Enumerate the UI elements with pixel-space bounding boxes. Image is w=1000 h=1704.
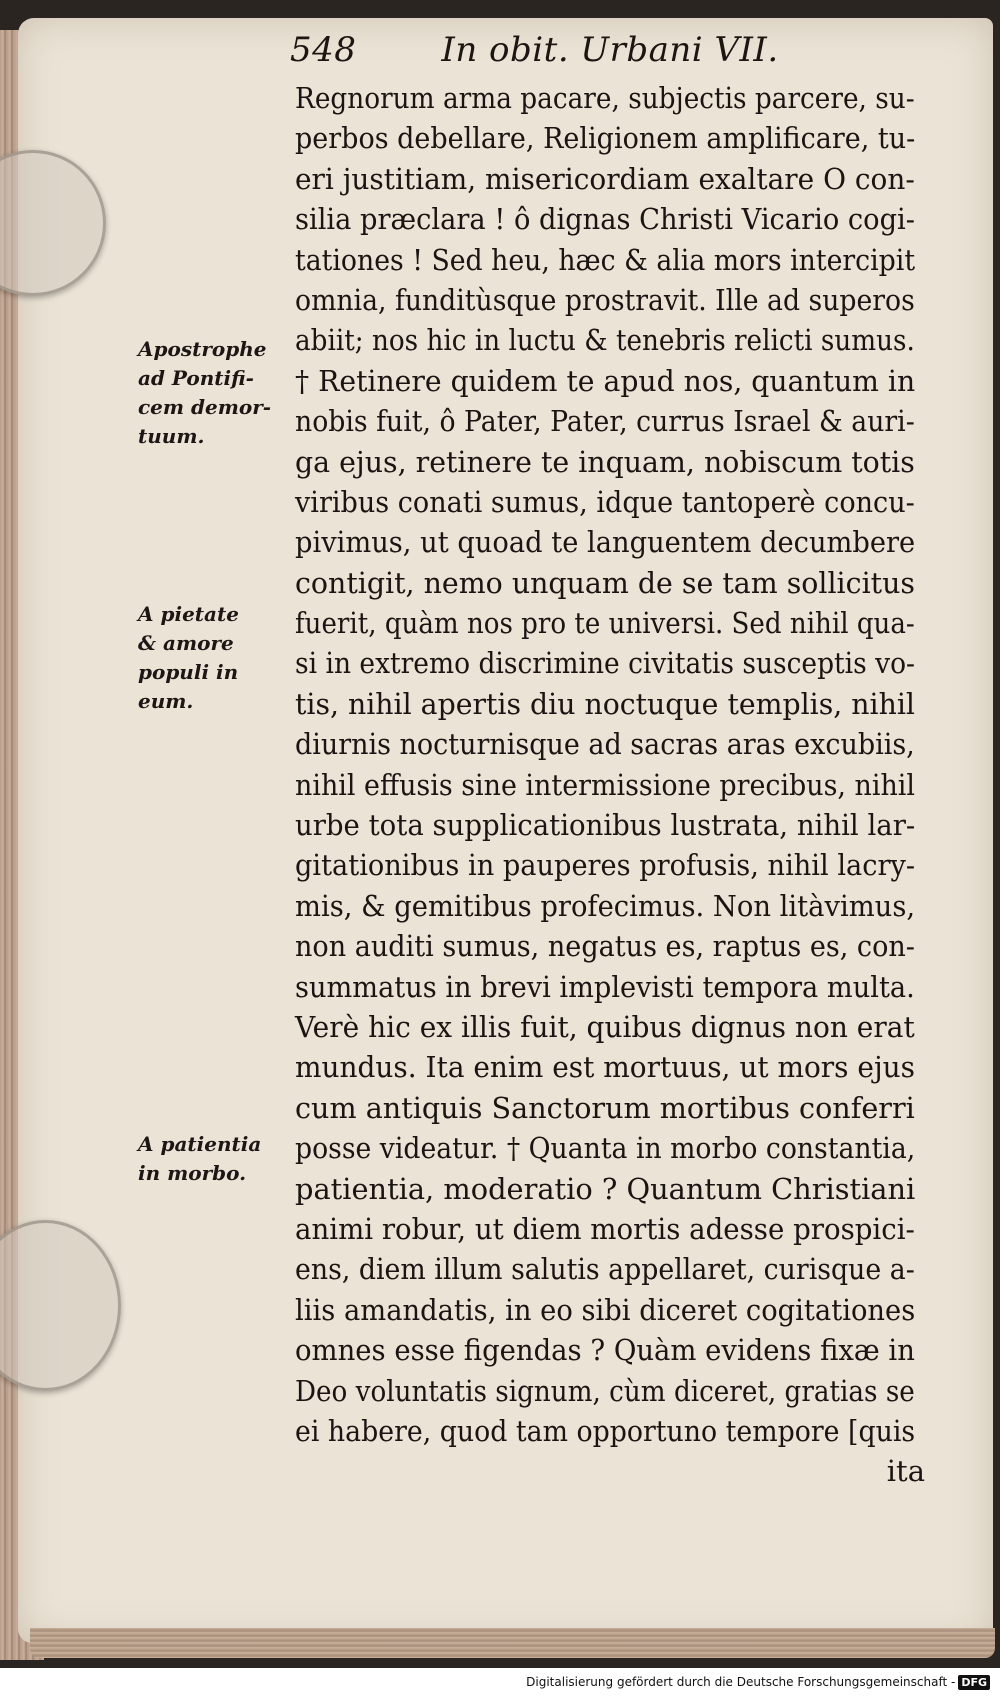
margin-note-line: Apostrophe	[138, 337, 267, 361]
text-line: patientia, moderatio ? Quantum Christiani	[295, 1171, 916, 1206]
text-line: posse videatur. † Quanta in morbo constantia,	[295, 1131, 916, 1166]
footer-text: Digitalisierung gefördert durch die Deutsche Forschungsgemeinschaft -	[526, 1675, 956, 1689]
text-line: mis, & gemitibus profecimus. Non litàvimus,	[295, 888, 916, 923]
text-line: mundus. Ita enim est mortuus, ut mors ejus	[295, 1050, 915, 1085]
margin-note-line: in morbo.	[138, 1161, 247, 1185]
text-line: nihil effusis sine intermissione precibus, nihil	[295, 767, 916, 802]
footer	[0, 1675, 990, 1690]
margin-note-line: ad Pontifi-	[138, 366, 254, 390]
margin-note-line: populi in	[138, 660, 239, 684]
text-line: pivimus, ut quoad te languentem decumbere	[295, 525, 916, 560]
page-number: 548	[290, 30, 357, 70]
text-line: si in extremo discrimine civitatis susceptis vo-	[295, 646, 916, 681]
text-line: ens, diem illum salutis appellaret, curisque a-	[295, 1252, 915, 1287]
text-line: urbe tota supplicationibus lustrata, nihil lar-	[295, 808, 916, 843]
margin-note-line: A pietate	[138, 602, 239, 626]
text-line: contigit, nemo unquam de se tam sollicitus	[295, 565, 915, 600]
text-line: summatus in brevi implevisti tempora multa.	[295, 969, 915, 1004]
margin-note-line: A patientia	[138, 1132, 262, 1156]
text-line: diurnis nocturnisque ad sacras aras excubiis,	[295, 727, 915, 762]
running-head	[290, 30, 779, 70]
margin-note-line: tuum.	[138, 424, 205, 448]
running-title: In obit. Urbani VII.	[441, 30, 779, 70]
text-line: omnes esse figendas ? Quàm evidens fixæ in	[295, 1333, 915, 1368]
catchword: ita	[886, 1454, 925, 1489]
margin-note-line: & amore	[138, 631, 234, 655]
text-line: † Retinere quidem te apud nos, quantum in	[295, 363, 916, 398]
text-line: abiit; nos hic in luctu & tenebris relicti sumus.	[295, 323, 915, 358]
dfg-logo: DFG	[958, 1675, 990, 1690]
body-text	[295, 78, 935, 1492]
text-line: non auditi sumus, negatus es, raptus es, con-	[295, 929, 915, 964]
text-line: ga ejus, retinere te inquam, nobiscum totis	[295, 444, 915, 479]
margin-note-pietate	[138, 600, 239, 716]
margin-note-line: eum.	[138, 689, 194, 713]
text-line: Regnorum arma pacare, subjectis parcere, su-	[295, 81, 915, 115]
text-line: gitationibus in pauperes profusis, nihil lacry-	[295, 848, 916, 883]
text-line: perbos debellare, Religionem amplificare, tu-	[295, 121, 916, 156]
text-line: eri justitiam, misericordiam exaltare O con-	[295, 161, 915, 196]
text-line: nobis fuit, ô Pater, Pater, currus Israel & auri-	[295, 404, 915, 439]
text-line: tationes ! Sed heu, hæc & alia mors intercipit	[295, 242, 916, 277]
text-line: Deo voluntatis signum, cùm diceret, gratias se	[295, 1373, 915, 1408]
margin-note-patientia	[138, 1130, 261, 1188]
text-line: ei habere, quod tam opportuno tempore [quis	[295, 1413, 916, 1448]
text-line: omnia, funditùsque prostravit. Ille ad superos	[295, 282, 915, 317]
text-line: Verè hic ex illis fuit, quibus dignus non erat	[295, 1009, 915, 1044]
text-line: tis, nihil apertis diu noctuque templis, nihil	[295, 686, 915, 721]
text-line: animi robur, ut diem mortis adesse prospici-	[295, 1211, 915, 1246]
text-line: viribus conati sumus, idque tantoperè concu-	[295, 484, 915, 519]
margin-note-apostrophe	[138, 335, 271, 451]
text-line: fuerit, quàm nos pro te universi. Sed nihil qua-	[295, 606, 915, 641]
text-line: silia præclara ! ô dignas Christi Vicario cogi-	[295, 202, 915, 237]
text-line: cum antiquis Sanctorum mortibus conferri	[295, 1090, 915, 1125]
margin-note-line: cem demor-	[138, 395, 272, 419]
text-line: liis amandatis, in eo sibi diceret cogitationes	[295, 1292, 916, 1327]
book-bottom-edge	[30, 1628, 995, 1658]
